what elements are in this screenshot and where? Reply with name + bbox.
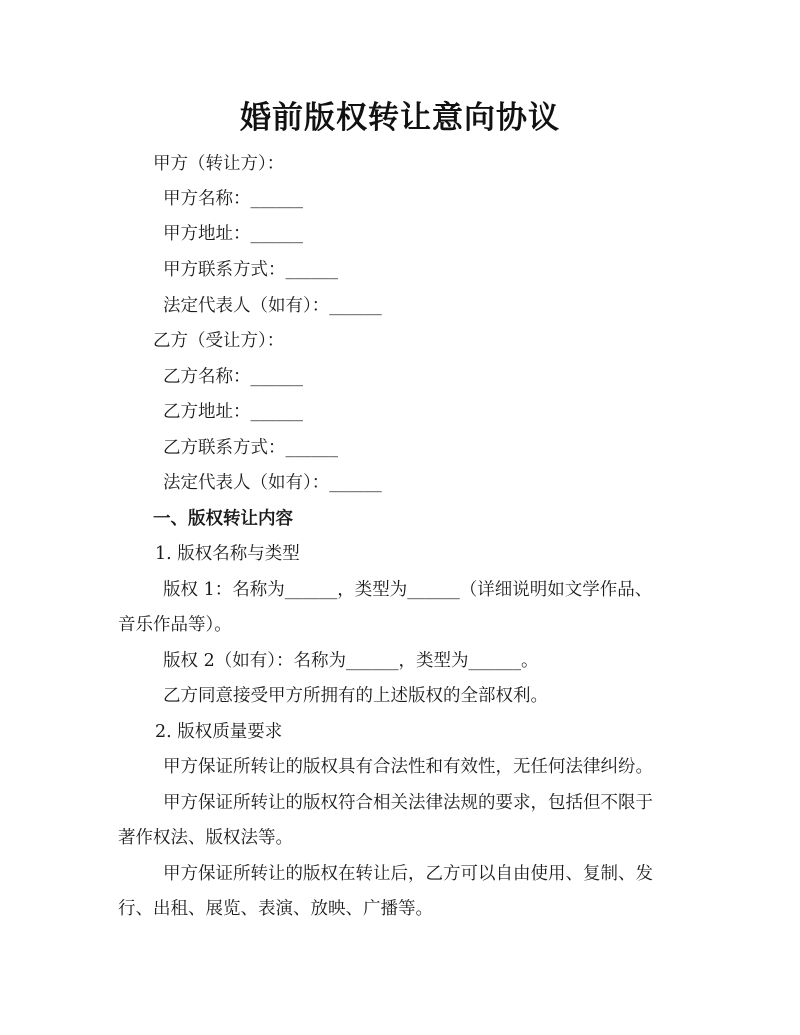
- party-b-address: 乙方地址：______: [163, 402, 303, 422]
- quality-guarantee-3: 甲方保证所转让的版权在转让后，乙方可以自由使用、复制、发: [163, 864, 653, 884]
- party-a-legal-rep: 法定代表人（如有）：______: [163, 296, 382, 316]
- quality-guarantee-2: 甲方保证所转让的版权符合相关法律法规的要求，包括但不限于: [163, 793, 653, 813]
- document-title: 婚前版权转让意向协议: [240, 100, 560, 136]
- copyright-2-line: 版权 2（如有）：名称为______，类型为______。: [163, 651, 539, 671]
- party-a-contact: 甲方联系方式：______: [163, 260, 338, 280]
- party-a-address: 甲方地址：______: [163, 224, 303, 244]
- copyright-1-line: 版权 1：名称为______，类型为______（详细说明如文学作品、: [163, 580, 653, 600]
- quality-guarantee-1: 甲方保证所转让的版权具有合法性和有效性，无任何法律纠纷。: [163, 757, 653, 777]
- section-1-heading: 一、版权转让内容: [153, 509, 293, 529]
- quality-guarantee-2-continued: 著作权法、版权法等。: [118, 828, 293, 848]
- subsection-1-heading: 1. 版权名称与类型: [155, 544, 300, 564]
- party-a-name: 甲方名称：______: [163, 189, 303, 209]
- party-b-acceptance: 乙方同意接受甲方所拥有的上述版权的全部权利。: [163, 686, 548, 706]
- party-b-heading: 乙方（受让方）：: [153, 331, 285, 351]
- quality-guarantee-3-continued: 行、出租、展览、表演、放映、广播等。: [118, 899, 433, 919]
- party-b-contact: 乙方联系方式：______: [163, 438, 338, 458]
- party-a-heading: 甲方（转让方）：: [153, 154, 285, 174]
- subsection-2-heading: 2. 版权质量要求: [155, 722, 283, 742]
- copyright-1-continued: 音乐作品等）。: [118, 615, 232, 635]
- party-b-legal-rep: 法定代表人（如有）：______: [163, 473, 382, 493]
- party-b-name: 乙方名称：______: [163, 367, 303, 387]
